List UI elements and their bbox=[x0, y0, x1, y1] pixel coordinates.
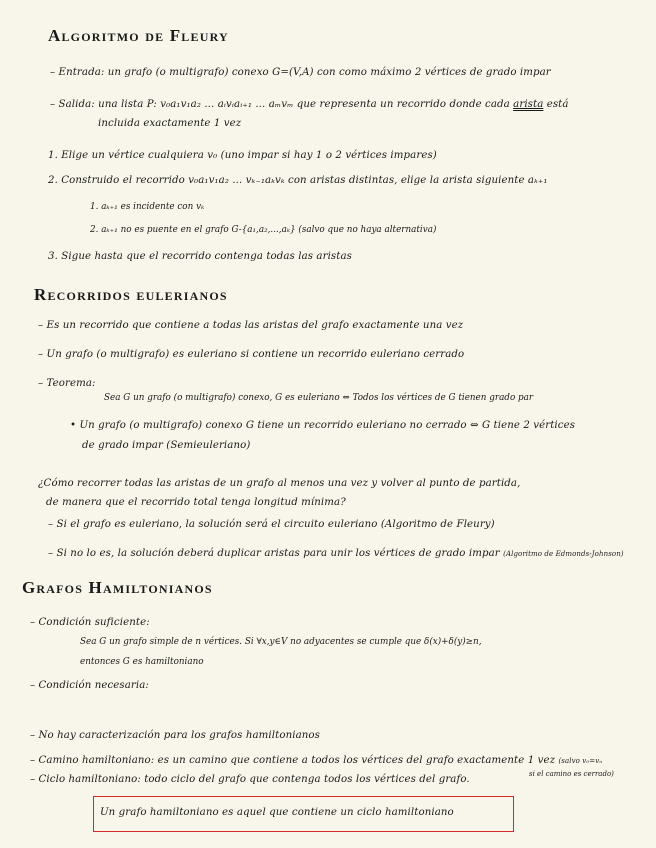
fleury-step-3: 3. Sigue hasta que el recorrido contenga todas las aristas bbox=[48, 251, 352, 262]
fleury-salida-arista: arista bbox=[513, 99, 544, 110]
camino-hamiltoniano-note: (salvo v₀=vₙ bbox=[558, 757, 603, 765]
answer-no-euleriano-text: – Si no lo es, la solución deberá duplicar aristas para unir los vértices de grado impar bbox=[48, 548, 500, 559]
teorema-text: Sea G un grafo (o multigrafo) conexo, G es euleriano ⇔ Todos los vértices de G tienen grado par bbox=[104, 393, 534, 403]
fleury-step-1: 1. Elige un vértice cualquiera v₀ (uno impar si hay 1 o 2 vértices impares) bbox=[48, 150, 437, 161]
fleury-salida-line2: incluida exactamente 1 vez bbox=[98, 118, 242, 129]
definition-text: Un grafo hamiltoniano es aquel que contiene un ciclo hamiltoniano bbox=[100, 807, 454, 818]
question-line2: de manera que el recorrido total tenga longitud mínima? bbox=[46, 497, 346, 508]
fleury-salida-line1 bbox=[50, 99, 569, 110]
no-caracterizacion: – No hay caracterización para los grafos hamiltonianos bbox=[30, 730, 320, 741]
ciclo-hamiltoniano-note: si el camino es cerrado) bbox=[529, 770, 614, 778]
condicion-suficiente-label: – Condición suficiente: bbox=[30, 617, 150, 628]
fleury-step-2-2: 2. aₖ₊₁ no es puente en el grafo G-{a₁,a₂,...,aₖ} (salvo que no haya alternativa) bbox=[90, 225, 437, 235]
eulerianos-bullet-1: – Es un recorrido que contiene a todas las aristas del grafo exactamente una vez bbox=[38, 320, 464, 331]
fleury-title: Algoritmo de Fleury bbox=[48, 26, 229, 45]
answer-edmonds-johnson: (Algoritmo de Edmonds-Johnson) bbox=[503, 550, 624, 558]
teorema-label: – Teorema: bbox=[38, 378, 96, 389]
hamiltonianos-title: Grafos Hamiltonianos bbox=[22, 578, 213, 597]
eulerianos-bullet-2: – Un grafo (o multigrafo) es euleriano si contiene un recorrido euleriano cerrado bbox=[38, 349, 465, 360]
condicion-suficiente-line2: entonces G es hamiltoniano bbox=[80, 657, 204, 667]
teorema-sub-line1: • Un grafo (o multigrafo) conexo G tiene un recorrido euleriano no cerrado ⇔ G tiene 2 vértices bbox=[70, 420, 576, 431]
answer-no-euleriano bbox=[48, 548, 624, 559]
teorema-sub-line2: de grado impar (Semieuleriano) bbox=[82, 440, 251, 451]
camino-hamiltoniano bbox=[30, 755, 602, 766]
condicion-necesaria-label: – Condición necesaria: bbox=[30, 680, 149, 691]
question-line1: ¿Cómo recorrer todas las aristas de un grafo al menos una vez y volver al punto de partida, bbox=[38, 478, 521, 489]
ciclo-hamiltoniano: – Ciclo hamiltoniano: todo ciclo del grafo que contenga todos los vértices del grafo. bbox=[30, 774, 470, 785]
fleury-entrada: – Entrada: un grafo (o multigrafo) conexo G=(V,A) con como máximo 2 vértices de grado impar bbox=[50, 67, 551, 78]
camino-hamiltoniano-text: – Camino hamiltoniano: es un camino que contiene a todos los vértices del grafo exactamente 1 vez bbox=[30, 755, 556, 766]
fleury-step-2-1: 1. aₖ₊₁ es incidente con vₖ bbox=[90, 202, 205, 212]
fleury-step-2: 2. Construido el recorrido v₀a₁v₁a₂ ... vₖ₋₁aₖvₖ con aristas distintas, elige la arista siguiente aₖ₊₁ bbox=[48, 175, 548, 186]
eulerianos-title: Recorridos eulerianos bbox=[34, 285, 228, 304]
fleury-salida-text: – Salida: una lista P: v₀a₁v₁a₂ ... aᵢvᵢaᵢ₊₁ ... aₘvₘ que representa un recorrido donde cada bbox=[50, 99, 510, 110]
answer-euleriano: – Si el grafo es euleriano, la solución será el circuito euleriano (Algoritmo de Fleury) bbox=[48, 519, 495, 530]
fleury-salida-esta: está bbox=[546, 99, 569, 110]
condicion-suficiente-line1: Sea G un grafo simple de n vértices. Si ∀x,y∈V no adyacentes se cumple que δ(x)+δ(y)≥n, bbox=[80, 637, 482, 647]
